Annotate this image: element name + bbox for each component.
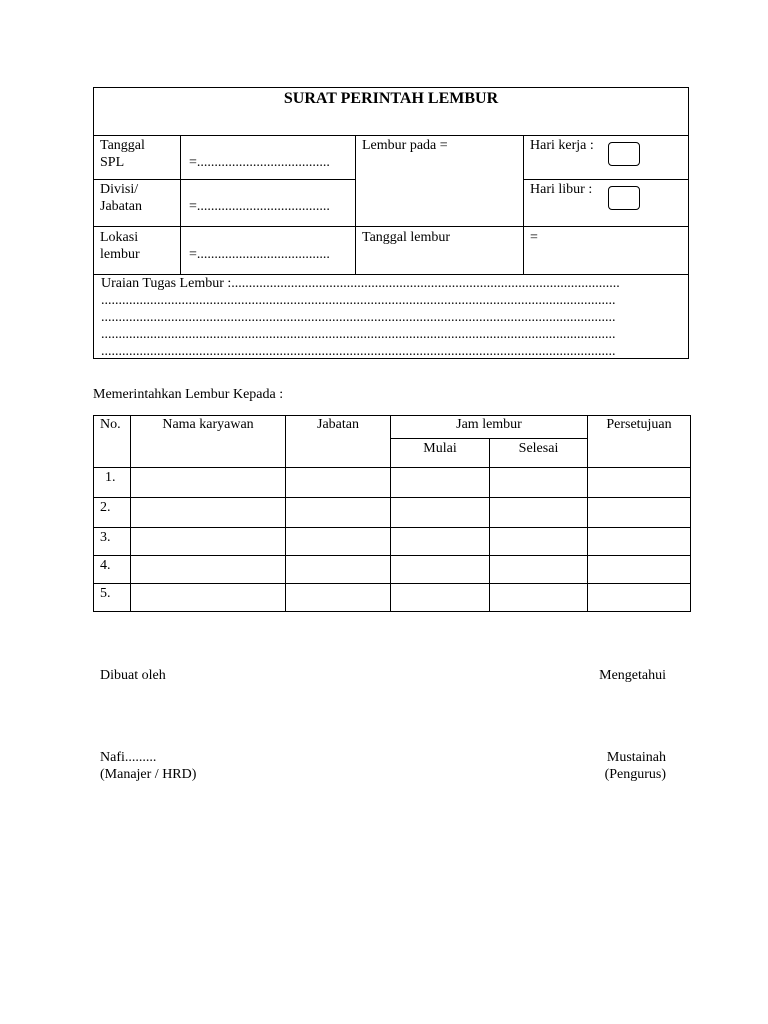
tanggal-lembur-label: Tanggal lembur [362,230,451,245]
uraian-tugas-label[interactable]: Uraian Tugas Lembur :............................................................................................................... [101,276,620,291]
signature-right-title: Mengetahui [599,668,666,683]
row-number: 4. [100,558,111,573]
row-number: 3. [100,530,111,545]
divider [587,416,588,611]
divisi-field[interactable]: =...................................... [189,199,330,214]
row-number: 1. [105,470,116,485]
row-number: 2. [100,500,111,515]
lokasi-field[interactable]: =...................................... [189,247,330,262]
divider [94,467,690,468]
divider [94,497,690,498]
divider [94,226,688,227]
uraian-line[interactable]: ................................................................................................................................................... [101,293,616,308]
divider [390,438,587,439]
signature-left-role: (Manajer / HRD) [100,767,197,782]
form-title: SURAT PERINTAH LEMBUR [283,90,499,107]
signature-left-title: Dibuat oleh [100,668,166,683]
row-number: 5. [100,586,111,601]
header-persetujuan: Persetujuan [606,417,672,432]
signature-right-role: (Pengurus) [604,767,666,782]
divider [94,179,355,180]
divider [94,583,690,584]
signature-right-name[interactable]: Mustainah [606,750,666,765]
divisi-label: Divisi/ Jabatan [100,182,142,214]
tanggal-spl-label: Tanggal SPL [100,138,145,170]
divider [94,527,690,528]
header-jabatan: Jabatan [317,417,359,432]
uraian-line[interactable]: ................................................................................................................................................... [101,327,616,342]
divider [355,135,356,274]
uraian-line[interactable]: ................................................................................................................................................... [101,310,616,325]
divider [130,416,131,611]
header-mulai: Mulai [423,441,457,456]
instruction-text: Memerintahkan Lembur Kepada : [93,387,284,402]
header-no: No. [100,417,121,432]
overtime-form [93,87,689,359]
lokasi-label: Lokasi lembur [100,230,140,262]
lembur-pada-label: Lembur pada = [362,138,448,153]
divider [94,555,690,556]
hari-libur-label: Hari libur : [530,182,593,197]
divider [94,135,688,136]
divider [180,135,181,274]
uraian-line[interactable]: ................................................................................................................................................... [101,344,616,359]
divider [285,416,286,611]
divider [489,438,490,611]
header-nama: Nama karyawan [162,417,254,432]
divider [523,179,688,180]
staff-table [93,415,691,612]
tanggal-spl-field[interactable]: =...................................... [189,155,330,170]
hari-kerja-checkbox[interactable] [608,142,640,166]
hari-libur-checkbox[interactable] [608,186,640,210]
signature-left-name[interactable]: Nafi......... [100,750,157,765]
header-jam-lembur: Jam lembur [456,417,522,432]
header-selesai: Selesai [518,441,559,456]
divider [523,135,524,274]
tanggal-lembur-field[interactable]: = [530,230,538,245]
hari-kerja-label: Hari kerja : [530,138,594,153]
